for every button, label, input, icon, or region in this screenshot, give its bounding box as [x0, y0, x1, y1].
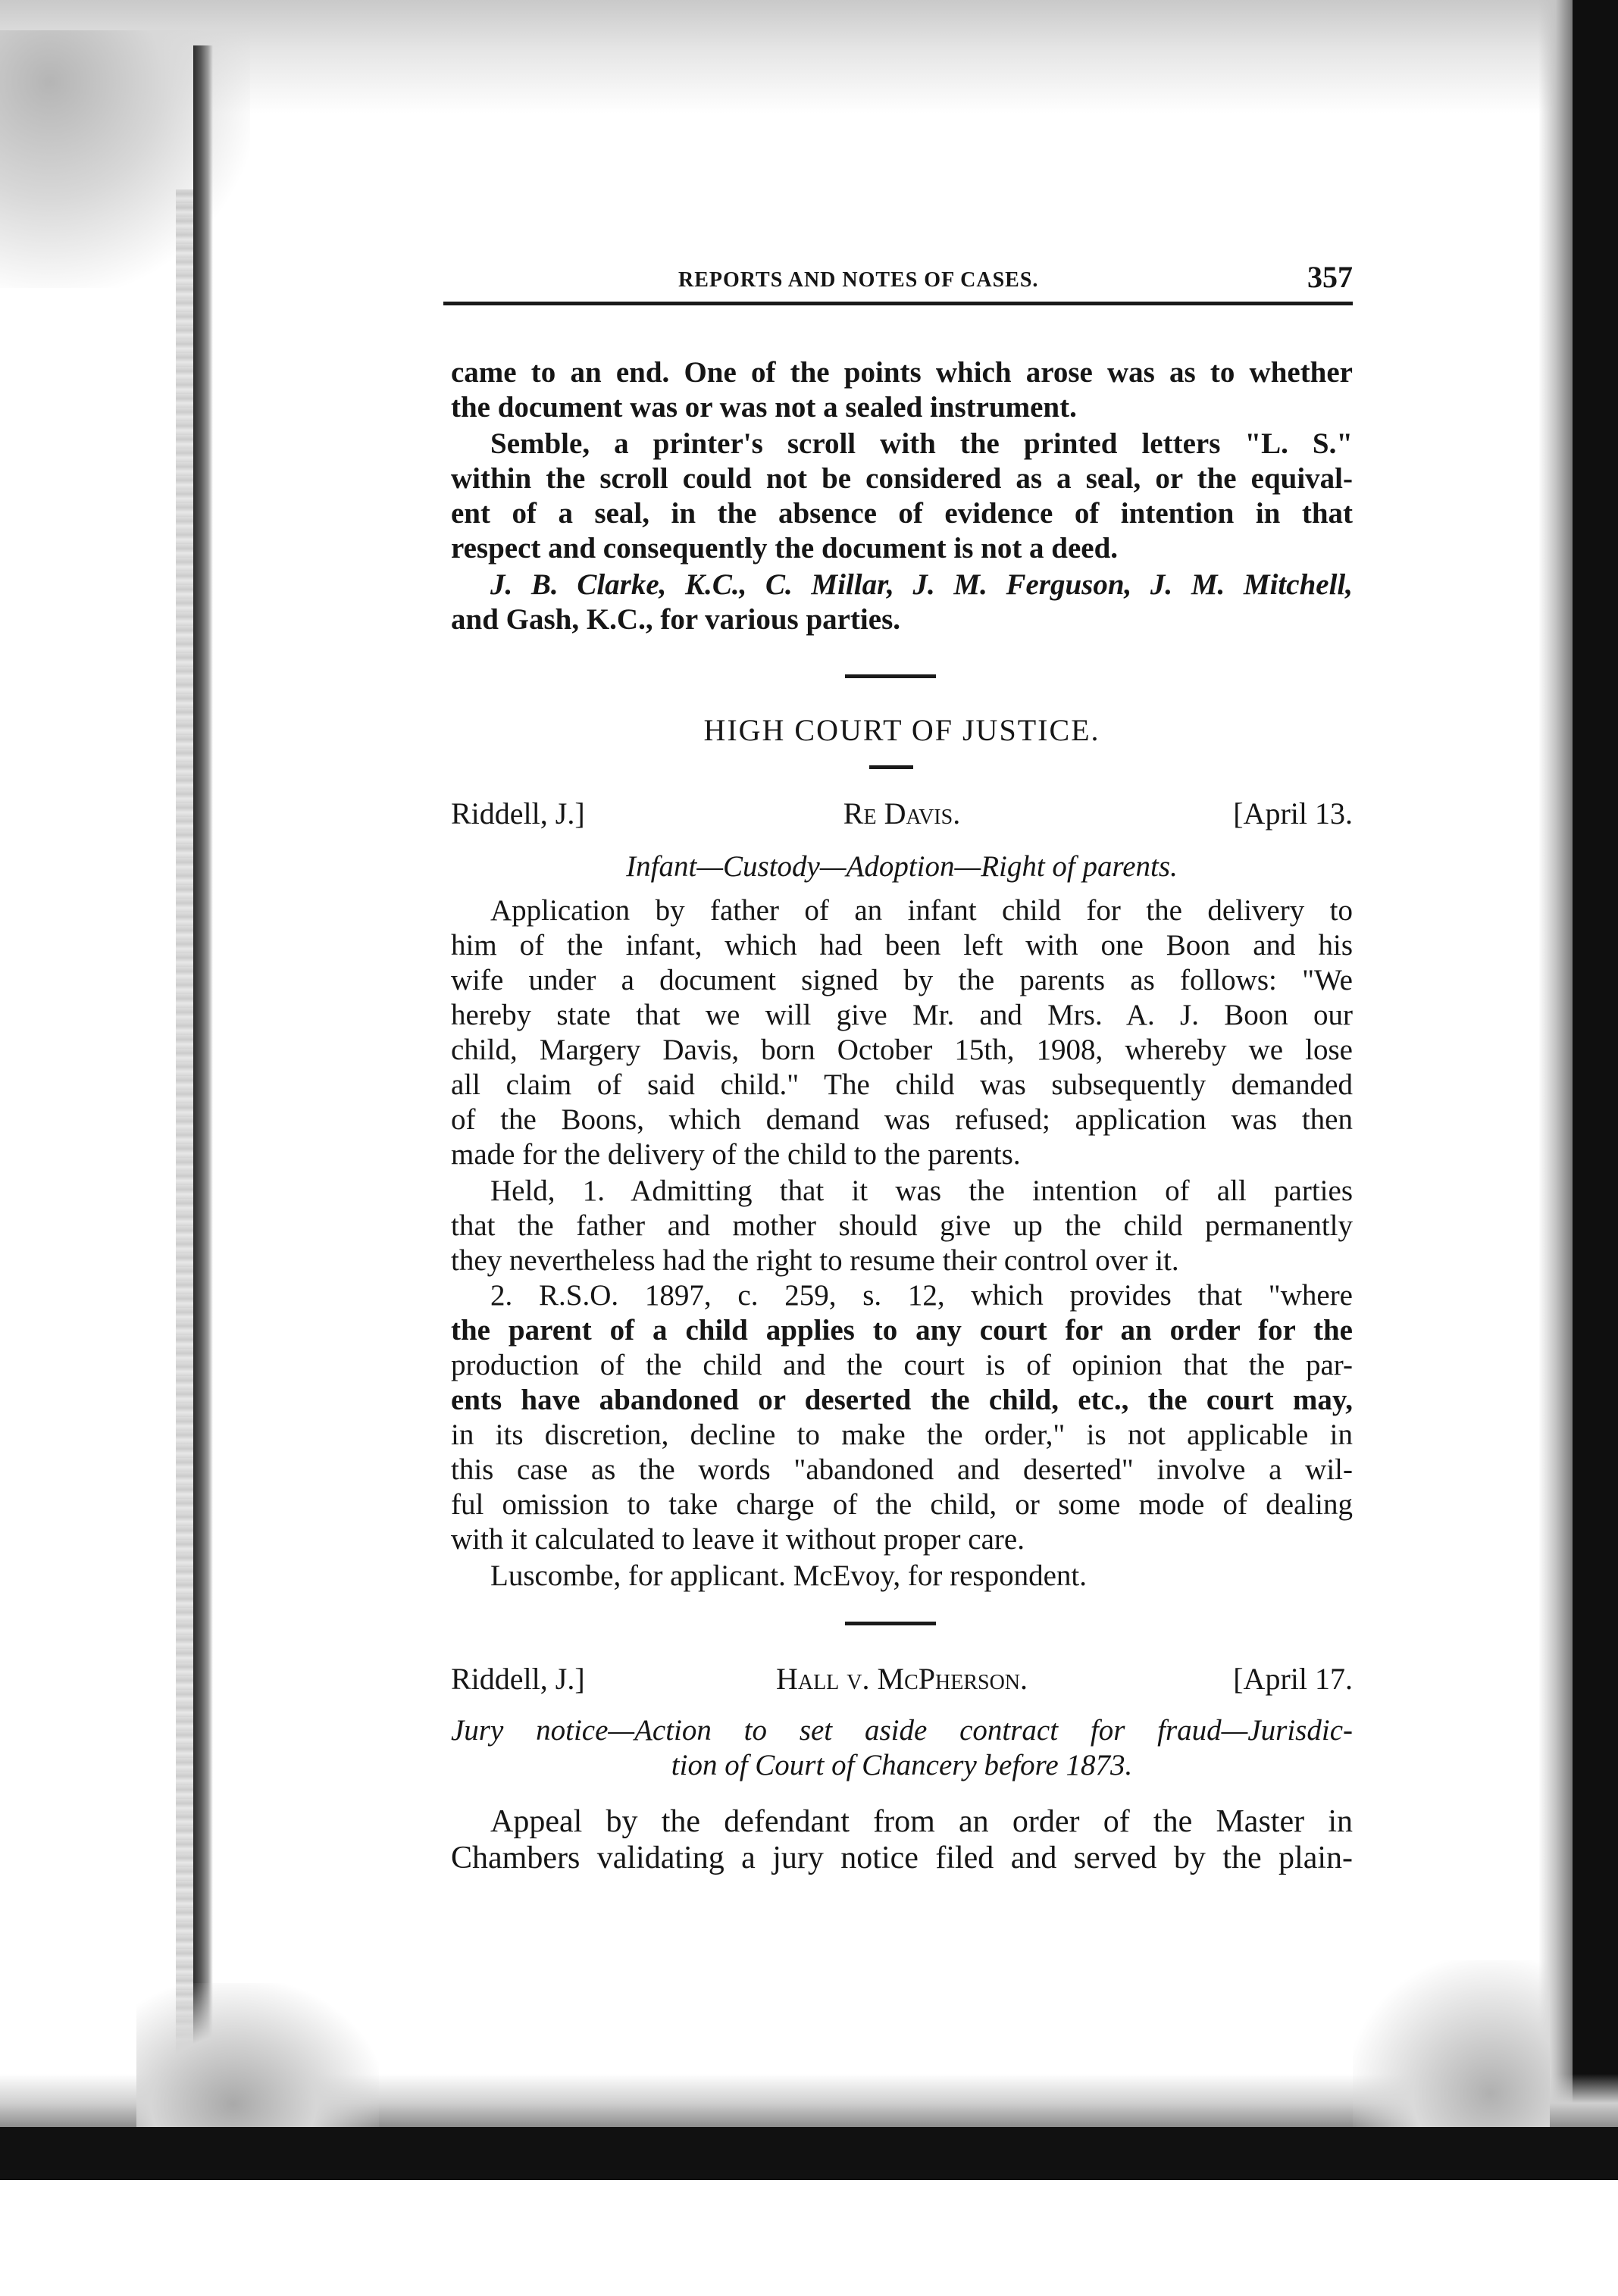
- case-heading: [451, 1661, 1353, 1697]
- paragraph-line: hereby state that we will give Mr. and Mrs. A. J. Boon our: [451, 999, 1353, 1031]
- section-rule: [845, 674, 936, 678]
- counsel-line: and Gash, K.C., for various parties.: [451, 603, 900, 636]
- paragraph-line: that the father and mother should give up the child permanently: [451, 1209, 1353, 1242]
- paragraph-line: production of the child and the court is of opinion that the par-: [451, 1349, 1353, 1381]
- paragraph-line: him of the infant, which had been left with one Boon and his: [451, 929, 1353, 962]
- case-title: Re Davis.: [843, 796, 961, 831]
- catchwords: Infant—Custody—Adoption—Right of parents.: [626, 850, 1178, 883]
- paragraph-line: ful omission to take charge of the child, or some mode of dealing: [451, 1488, 1353, 1521]
- scan-right-border: [1573, 0, 1618, 2180]
- scan-right-shadow: [1538, 0, 1573, 2180]
- case-title: Hall v. McPherson.: [775, 1662, 1028, 1696]
- paragraph-line: with it calculated to leave it without proper care.: [451, 1523, 1025, 1556]
- section-rule: [845, 1622, 936, 1625]
- paragraph-line: the parent of a child applies to any court for an order for the: [451, 1314, 1353, 1347]
- paragraph-line: child, Margery Davis, born October 15th, 1908, whereby we lose: [451, 1034, 1353, 1066]
- scan-smudge: [1353, 1960, 1550, 2127]
- court-heading: HIGH COURT OF JUSTICE.: [703, 713, 1100, 747]
- scan-spine-shadow: [193, 45, 213, 2152]
- scan-spine-texture: [176, 189, 195, 2129]
- paragraph-line: Chambers validating a jury notice filed and served by the plain-: [451, 1841, 1353, 1875]
- catchwords: tion of Court of Chancery before 1873.: [671, 1749, 1133, 1781]
- judge-name: Riddell, J.]: [451, 796, 585, 831]
- paragraph-line: Appeal by the defendant from an order of the Master in: [490, 1804, 1353, 1839]
- paragraph-line: made for the delivery of the child to the parents.: [451, 1138, 1021, 1171]
- section-rule: [869, 765, 913, 769]
- paragraph-line: in its discretion, decline to make the order," is not applicable in: [451, 1419, 1353, 1451]
- paragraph-line: they nevertheless had the right to resume their control over it.: [451, 1244, 1179, 1277]
- counsel-line: Luscombe, for applicant. McEvoy, for respondent.: [490, 1559, 1087, 1592]
- paragraph-line: all claim of said child." The child was subsequently demanded: [451, 1068, 1353, 1101]
- header-rule: [443, 302, 1353, 305]
- page-text: [451, 260, 1353, 2296]
- paragraph-line: respect and consequently the document is not a deed.: [451, 532, 1119, 565]
- page-number: 357: [1307, 260, 1353, 294]
- paragraph-line: ent of a seal, in the absence of evidence of intention in that: [451, 497, 1353, 530]
- running-title: REPORTS AND NOTES OF CASES.: [678, 268, 1039, 292]
- paragraph-line: Held, 1. Admitting that it was the intention of all parties: [490, 1175, 1353, 1207]
- case-date: [April 13.: [1233, 796, 1353, 831]
- counsel-line: J. B. Clarke, K.C., C. Millar, J. M. Ferguson, J. M. Mitchell,: [490, 568, 1353, 601]
- catchwords: Jury notice—Action to set aside contract for fraud—Jurisdic-: [451, 1714, 1353, 1747]
- scan-smudge: [136, 1983, 379, 2135]
- paragraph-line: 2. R.S.O. 1897, c. 259, s. 12, which provides that "where: [490, 1279, 1353, 1312]
- paragraph-line: this case as the words "abandoned and deserted" involve a wil-: [451, 1453, 1353, 1486]
- paragraph-line: of the Boons, which demand was refused; application was then: [451, 1103, 1353, 1136]
- paragraph-line: Semble, a printer's scroll with the printed letters "L. S.": [490, 427, 1353, 460]
- paragraph-line: the document was or was not a sealed instrument.: [451, 391, 1077, 424]
- paragraph-line: wife under a document signed by the parents as follows: "We: [451, 964, 1353, 996]
- case-date: [April 17.: [1233, 1662, 1353, 1696]
- judge-name: Riddell, J.]: [451, 1662, 585, 1696]
- paragraph-line: Application by father of an infant child for the delivery to: [490, 894, 1353, 927]
- paragraph-line: ents have abandoned or deserted the child, etc., the court may,: [451, 1384, 1353, 1416]
- paragraph-line: within the scroll could not be considered as a seal, or the equival-: [451, 462, 1353, 495]
- case-heading: [451, 796, 1353, 832]
- paragraph-line: came to an end. One of the points which arose was as to whether: [451, 356, 1353, 389]
